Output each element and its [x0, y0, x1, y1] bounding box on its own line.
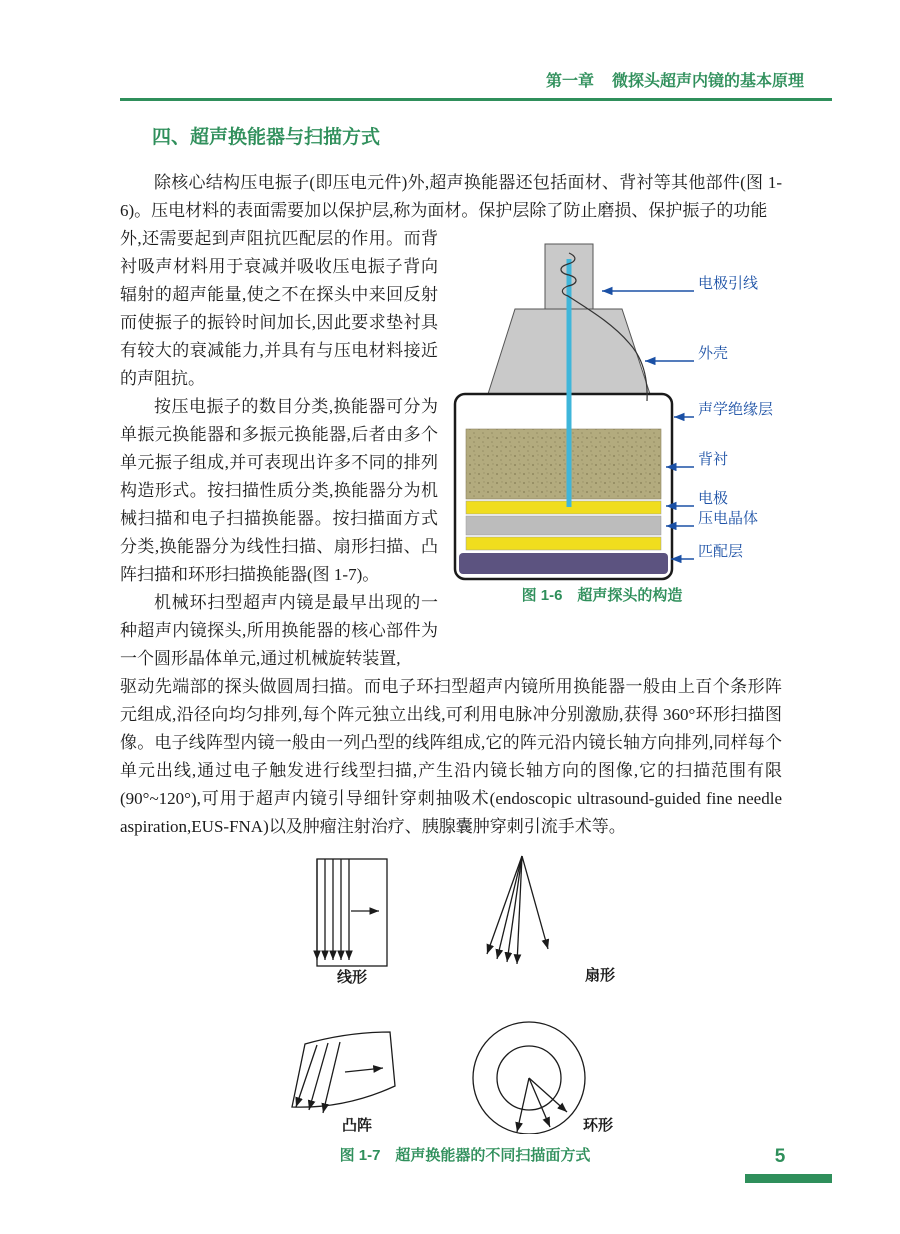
chapter-number: 第一章 — [545, 73, 594, 90]
label-radial: 环形 — [583, 1118, 614, 1134]
convex-scan-shape — [292, 1032, 395, 1113]
label-linear: 线形 — [337, 970, 368, 986]
figure-1-6 — [438, 225, 832, 673]
label-piezo-crystal: 压电晶体 — [698, 511, 759, 527]
paragraph-1-continuation: 外,还需要起到声阻抗匹配层的作用。而背衬吸声材料用于衰减并吸收压电振子背向辐射的超声能量,使之不在探头中来回反射而使振子的振铃时间加长,因此要求垫衬具有较大的衰减能力,并具有与压电材料接近的声阻抗。 — [120, 229, 438, 388]
piezo-crystal-layer — [466, 516, 661, 535]
section-heading: 四、超声换能器与扫描方式 — [152, 127, 381, 148]
figure-1-7-caption: 图 1-7 超声换能器的不同扫描面方式 — [339, 1147, 591, 1164]
running-header — [120, 72, 832, 101]
electrode-layer-top — [466, 501, 661, 514]
page-number: 5 — [774, 1146, 786, 1167]
label-electrode-lead: 电极引线 — [698, 276, 759, 292]
label-backing: 背衬 — [698, 452, 729, 468]
text-figure-row — [120, 225, 832, 673]
linear-scan-shape — [317, 859, 387, 966]
paragraph-3-start: 机械环扫型超声内镜是最早出现的一种超声内镜探头,所用换能器的核心部件为一个圆形晶体单元,通过机械旋转装置, — [120, 593, 438, 668]
matching-layer-shape — [459, 553, 668, 574]
electrode-layer-bottom — [466, 537, 661, 550]
chapter-title: 微探头超声内镜的基本原理 — [611, 73, 804, 90]
scan-modes-diagram — [265, 849, 665, 1134]
label-convex: 凸阵 — [342, 1118, 373, 1134]
paragraph-3-full: 驱动先端部的探头做圆周扫描。而电子环扫型超声内镜所用换能器一般由上百个条形阵元组成,沿径向均匀排列,每个阵元独立出线,可利用电脉冲分别激励,获得 360°环形扫描图像。电子线阵型内镜一般由一列凸型的线阵组成,它的阵元沿内镜长轴方向排列,同样每个单元出线,通过电子触发进行线型扫描,产生沿内镜长轴方向的图像,它的扫描范围有限(90°~120°),可用于超声内镜引导细针穿刺抽吸术(endoscopic ultrasound-guided fine needle aspiration,EUS-FNA)以及肿瘤注射治疗、胰腺囊肿穿刺引流手术等。 — [120, 677, 782, 836]
label-matching-layer: 匹配层 — [698, 544, 744, 560]
sector-scan-shape — [487, 856, 548, 964]
label-sector: 扇形 — [585, 968, 616, 984]
radial-scan-shape — [473, 1022, 585, 1134]
paragraph-1-full: 除核心结构压电振子(即压电元件)外,超声换能器还包括面材、背衬等其他部件(图 1-6)。压电材料的表面需要加以保护层,称为面材。保护层除了防止磨损、保护振子的功能 — [120, 173, 782, 220]
narrow-text-column — [120, 225, 438, 673]
label-acoustic-insulation: 声学绝缘层 — [698, 402, 774, 418]
label-shell: 外壳 — [698, 346, 729, 362]
label-electrode: 电极 — [698, 491, 729, 507]
figure-1-7 — [120, 849, 832, 1139]
backing-layer — [466, 429, 661, 499]
page-number-bar — [745, 1174, 832, 1183]
paragraph-2: 按压电振子的数目分类,换能器可分为单振元换能器和多振元换能器,后者由多个单元振子组成,并可表现出许多不同的排列构造形式。按扫描性质分类,换能器分为机械扫描和电子扫描换能器。按扫描面方式分类,换能器分为线性扫描、扇形扫描、凸阵扫描和环形扫描换能器(图 1-7)。 — [120, 397, 438, 584]
figure-1-6-caption: 图 1-6 超声探头的构造 — [521, 587, 683, 604]
